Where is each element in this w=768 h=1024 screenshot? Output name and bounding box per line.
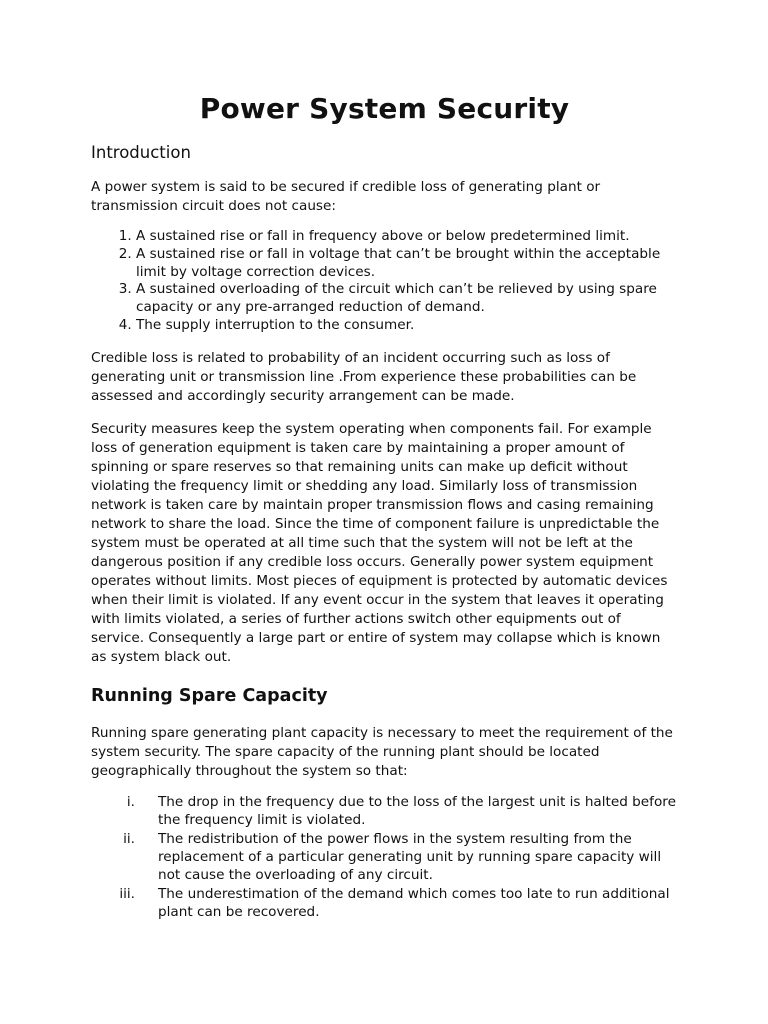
- list-item: 2. A sustained rise or fall in voltage that can’t be brought within the acceptable limit by voltage correction devices.: [136, 246, 678, 282]
- list-item-text: The drop in the frequency due to the loss of the largest unit is halted before the frequency limit is violated.: [158, 793, 676, 829]
- introduction-heading: Introduction: [91, 143, 191, 162]
- list-item: 4. The supply interruption to the consumer.: [136, 317, 678, 335]
- list-marker: i.: [126, 793, 135, 810]
- security-measures-paragraph: Security measures keep the system operating when components fail. For example loss of generation equipment is taken care by maintaining a proper amount of spinning or spare reserves so that remaining units can make up deficit without violating the frequency limit or shedding any load. Similarly loss of transmission network is taken care by maintain proper transmission flows and casing remaining network to share the load. Since the time of component failure is unpredictable the system must be operated at all time such that the system will not be left at the dangerous position if any credible loss occurs. Generally power system equipment operates without limits. Most pieces of equipment is protected by automatic devices when their limit is violated. If any event occur in the system that leaves it operating with limits violated, a series of further actions switch other equipments out of service. Consequently a large part or entire of system may collapse which is known as system black out.: [91, 420, 668, 665]
- list-item: [91, 885, 678, 922]
- list-item: [91, 793, 678, 830]
- list-item-text: The redistribution of the power flows in the system resulting from the replacement of a particular generating unit by running spare capacity will not cause the overloading of any circuit.: [158, 830, 662, 884]
- list-marker: iii.: [119, 885, 135, 902]
- list-item: [91, 830, 678, 885]
- page-title: Power System Security: [199, 92, 570, 125]
- running-spare-lead: Running spare generating plant capacity is necessary to meet the requirement of the system security. The spare capacity of the running plant should be located geographically throughout the system so that:: [91, 724, 673, 779]
- list-item-text: The underestimation of the demand which comes too late to run additional plant can be recovered.: [158, 885, 670, 921]
- credible-loss-paragraph: Credible loss is related to probability of an incident occurring such as loss of generating unit or transmission line .From experience these probabilities can be assessed and accordingly security arrangement can be made.: [91, 349, 637, 404]
- introduction-lead: A power system is said to be secured if credible loss of generating plant or transmission circuit does not cause:: [91, 179, 601, 214]
- list-marker: ii.: [123, 830, 135, 847]
- list-item: 1. A sustained rise or fall in frequency above or below predetermined limit.: [136, 228, 678, 246]
- security-conditions-list: [91, 228, 678, 335]
- list-item: 3. A sustained overloading of the circuit which can’t be relieved by using spare capacity or any pre-arranged reduction of demand.: [136, 281, 678, 317]
- spare-capacity-list: [91, 793, 678, 922]
- running-spare-capacity-heading: Running Spare Capacity: [91, 685, 328, 706]
